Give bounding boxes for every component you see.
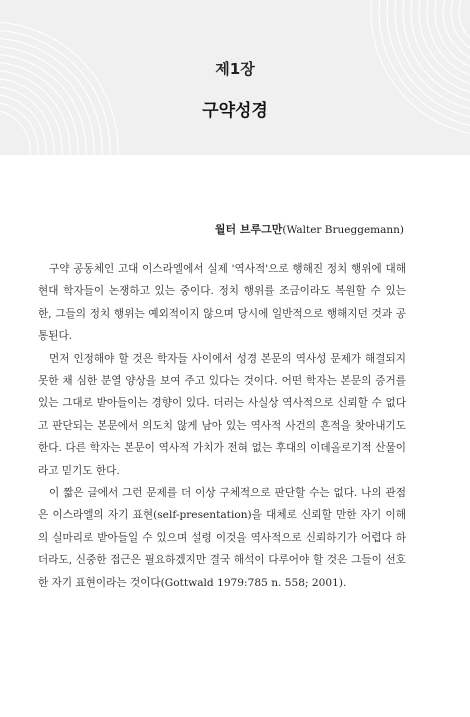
paragraph: 먼저 인정해야 할 것은 학자들 사이에서 성경 본문의 역사성 문제가 해결되지 못한 채 심한 분열 양상을 보여 주고 있다는 것이다. 어떤 학자는 본문의 증거를 있는 그대로 받아들이는 경향이 있다. 더러는 사실상 역사적으로 신뢰할 수 없다고 판단되는 본문에서 의도치 않게 남아 있는 역사적 사건의 흔적을 찾아내기도 한다. 다른 학자는 본문이 역사적 가치가 전혀 없는 후대의 이데올로기적 산물이라고 믿기도 한다. [38, 352, 406, 477]
paragraph: 이 짧은 글에서 그런 문제를 더 이상 구체적으로 판단할 수는 없다. 나의 관점은 이스라엘의 자기 표현(self-presentation)을 대체로 신뢰할 만한 자기 이해의 실마리로 받아들일 수 있으며 설령 이것을 역사적으로 신뢰하기가 어렵다 하더라도, 신중한 접근은 필요하겠지만 결국 해석이 다루어야 할 것은 그들이 선호한 자기 표현이라는 것이다(Gottwald 1979:785 n. 558; 2001). [38, 487, 406, 589]
author-name: 월터 브루그만 [214, 223, 283, 236]
author-line [215, 221, 404, 237]
chapter-header [0, 0, 470, 155]
body-text [38, 258, 406, 594]
author-original-name: (Walter Brueggemann) [282, 224, 404, 236]
chapter-number: 제1장 [215, 60, 255, 78]
chapter-title: 구약성경 [202, 101, 268, 121]
paragraph: 구약 공동체인 고대 이스라엘에서 실제 '역사적'으로 행해진 정치 행위에 대해 현대 학자들이 논쟁하고 있는 중이다. 정치 행위를 조금이라도 복원할 수 있는 한, 그들의 정치 행위는 예외적이지 않으며 당시에 일반적으로 행해지던 것과 공통된다. [38, 263, 406, 343]
